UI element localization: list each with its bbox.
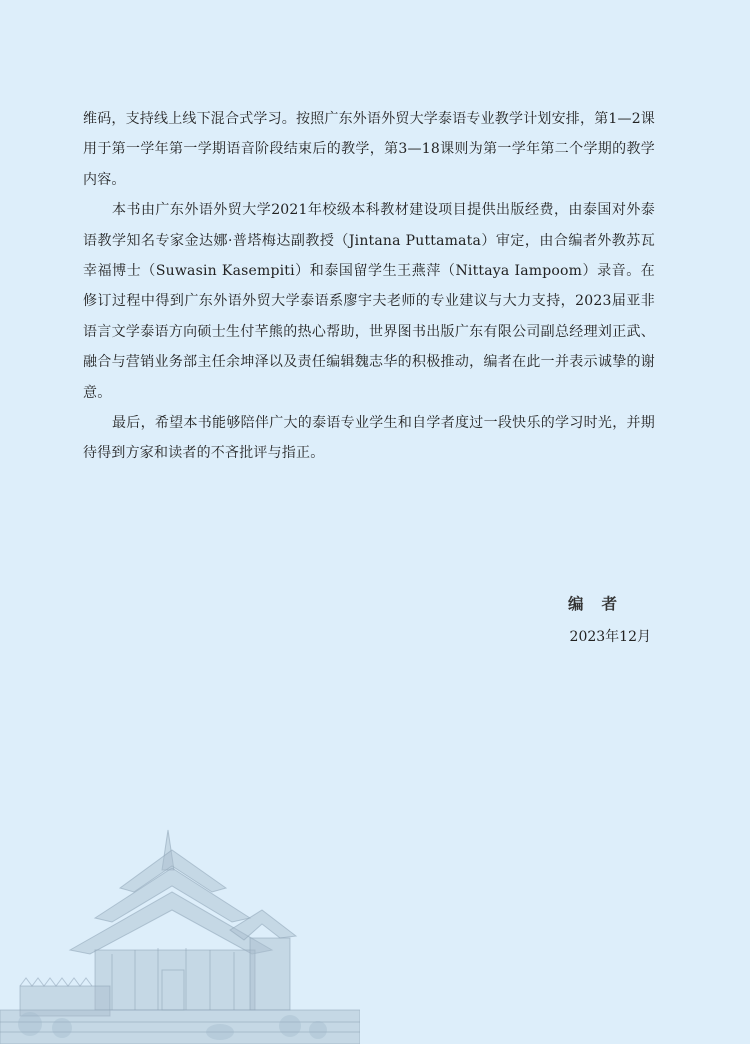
author-signature: 编者 [567,595,635,613]
paragraph-3: 最后，希望本书能够陪伴广大的泰语专业学生和自学者度过一段快乐的学习时光，并期待得到方家和读者的不吝批评与指正。 [83,415,655,462]
body-text [83,104,655,469]
paragraph-2: 本书由广东外语外贸大学2021年校级本科教材建设项目提供出版经费，由泰国对外泰语教学知名专家金达娜·普塔梅达副教授（Jintana Puttamata）审定，由合编者外教苏瓦幸福博士（Suwasin Kasempiti）和泰国留学生王燕萍（Nittaya Iampoom）录音。在修订过程中得到广东外语外贸大学泰语系廖宇夫老师的专业建议与大力支持，2023届亚非语言文学泰语方向硕士生付芊熊的热心帮助，世界图书出版广东有限公司副总经理刘正武、融合与营销业务部主任余坤泽以及责任编辑魏志华的积极推动，编者在此一并表示诚挚的谢意。 [83,202,655,401]
temple-illustration [0,810,360,1044]
paragraph-1: 维码，支持线上线下混合式学习。按照广东外语外贸大学泰语专业教学计划安排，第1—2课用于第一学年第一学期语音阶段结束后的教学，第3—18课则为第一学年第二个学期的教学内容。 [83,111,656,188]
signature-date: 2023年12月 [569,629,651,645]
